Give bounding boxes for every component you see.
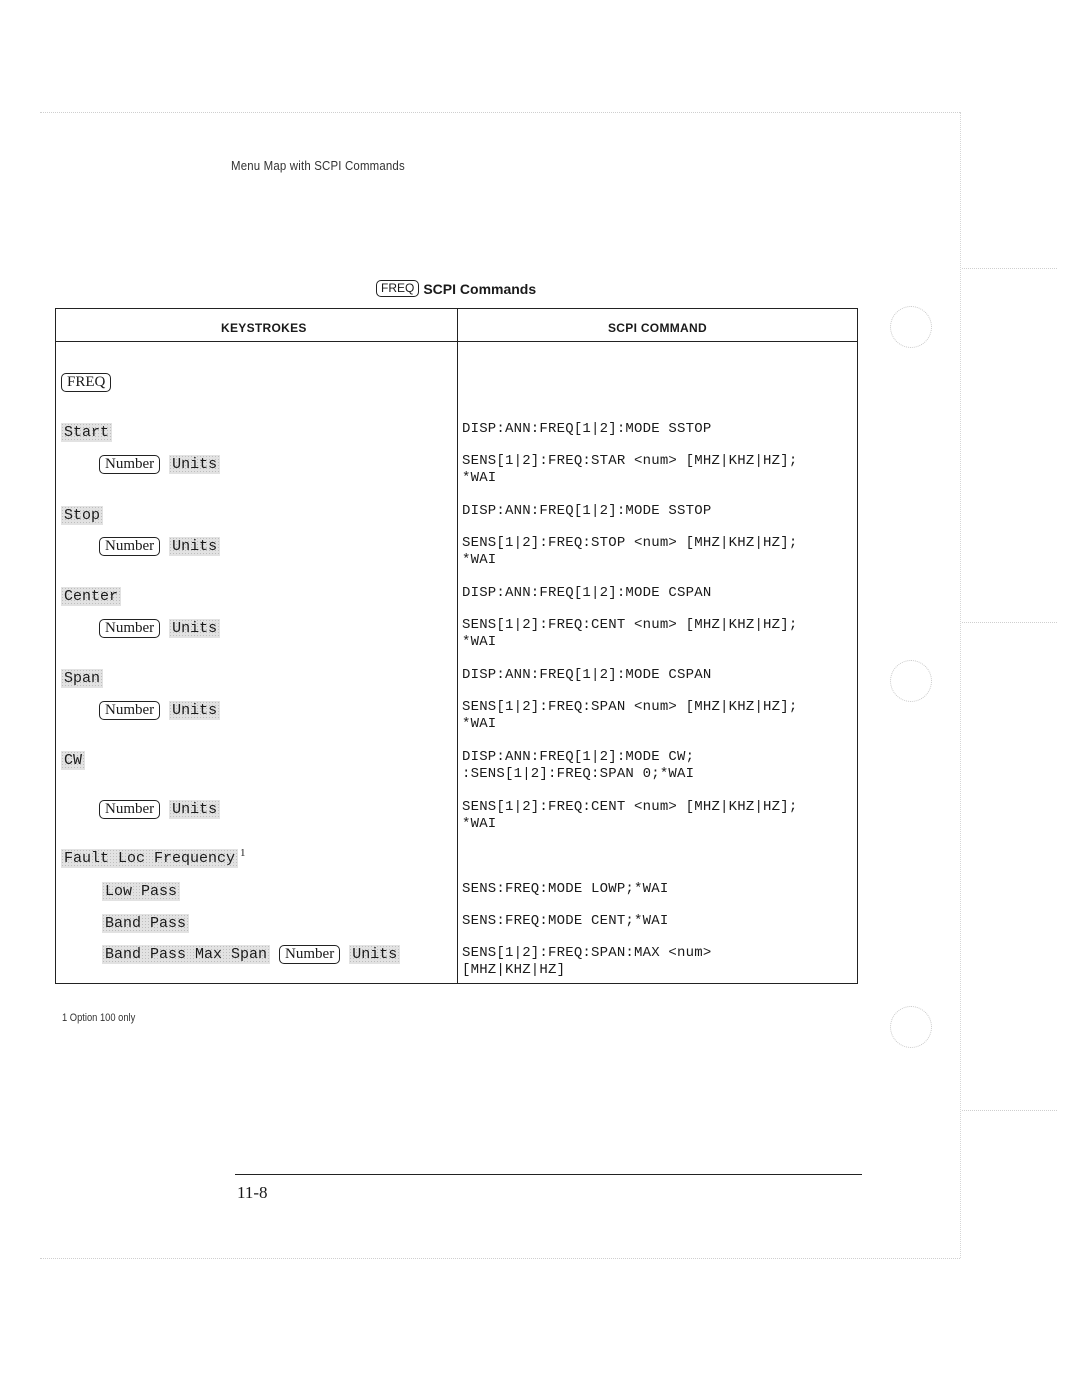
center-softkey: Center	[61, 587, 121, 606]
scan-edge-top	[40, 112, 960, 113]
number-hardkey: Number	[99, 537, 160, 556]
punch-hole	[890, 306, 932, 348]
cmd-stop-units: SENS[1|2]:FREQ:STOP <num> [MHZ|KHZ|HZ]; *WAI	[462, 535, 798, 568]
span-softkey: Span	[61, 669, 103, 688]
cmd-stop: DISP:ANN:FREQ[1|2]:MODE SSTOP	[462, 503, 712, 519]
units-softkey: Units	[169, 455, 220, 474]
cmd-span: DISP:ANN:FREQ[1|2]:MODE CSPAN	[462, 667, 712, 683]
key-row-center-units	[99, 619, 220, 638]
key-row-start	[61, 423, 112, 442]
punch-hole	[890, 660, 932, 702]
freq-hardkey: FREQ	[376, 280, 419, 297]
tab-mark-2	[962, 622, 1057, 623]
cmd-span-units: SENS[1|2]:FREQ:SPAN <num> [MHZ|KHZ|HZ]; *WAI	[462, 699, 798, 732]
punch-hole	[890, 1006, 932, 1048]
band-pass-softkey: Band Pass	[102, 914, 189, 933]
table-title	[376, 280, 536, 297]
key-row-stop	[61, 506, 103, 525]
cmd-start-units: SENS[1|2]:FREQ:STAR <num> [MHZ|KHZ|HZ]; *WAI	[462, 453, 798, 486]
running-head: Menu Map with SCPI Commands	[231, 158, 405, 173]
number-hardkey: Number	[99, 800, 160, 819]
key-row-center	[61, 587, 121, 606]
cw-softkey: CW	[61, 751, 85, 770]
number-hardkey: Number	[279, 945, 340, 964]
low-pass-softkey: Low Pass	[102, 882, 180, 901]
footnote-marker: 1	[240, 847, 246, 859]
cmd-center: DISP:ANN:FREQ[1|2]:MODE CSPAN	[462, 585, 712, 601]
tab-mark-3	[962, 1110, 1057, 1111]
keystrokes-header: KEYSTROKES	[221, 321, 307, 335]
header-rule	[56, 341, 857, 342]
key-row-stop-units	[99, 537, 220, 556]
scan-edge-right	[960, 112, 961, 1258]
tab-mark-1	[962, 268, 1057, 269]
cmd-low-pass: SENS:FREQ:MODE LOWP;*WAI	[462, 881, 669, 897]
page-number: 11-8	[237, 1183, 268, 1202]
number-hardkey: Number	[99, 455, 160, 474]
cmd-cw: DISP:ANN:FREQ[1|2]:MODE CW; :SENS[1|2]:FREQ:SPAN 0;*WAI	[462, 749, 695, 782]
units-softkey: Units	[169, 537, 220, 556]
key-row-low-pass	[102, 882, 180, 901]
number-hardkey: Number	[99, 701, 160, 720]
footer-rule	[235, 1174, 862, 1175]
units-softkey: Units	[169, 619, 220, 638]
key-row-span	[61, 669, 103, 688]
key-row-span-units	[99, 701, 220, 720]
band-pass-max-span-softkey: Band Pass Max Span	[102, 945, 270, 964]
column-divider	[457, 309, 458, 983]
units-softkey: Units	[169, 800, 220, 819]
fault-loc-frequency-softkey: Fault Loc Frequency	[61, 849, 238, 868]
key-row-cw	[61, 751, 85, 770]
key-row-cw-units	[99, 800, 220, 819]
cmd-center-units: SENS[1|2]:FREQ:CENT <num> [MHZ|KHZ|HZ]; *WAI	[462, 617, 798, 650]
cmd-band-pass-max-span: SENS[1|2]:FREQ:SPAN:MAX <num> [MHZ|KHZ|HZ]	[462, 945, 712, 978]
units-softkey: Units	[169, 701, 220, 720]
cmd-start: DISP:ANN:FREQ[1|2]:MODE SSTOP	[462, 421, 712, 437]
table-title-text: SCPI Commands	[423, 280, 537, 297]
number-hardkey: Number	[99, 619, 160, 638]
freq-hardkey: FREQ	[61, 373, 111, 392]
cmd-cw-units: SENS[1|2]:FREQ:CENT <num> [MHZ|KHZ|HZ]; *WAI	[462, 799, 798, 832]
key-row-freq	[61, 373, 111, 392]
scpi-command-table	[55, 308, 858, 984]
footnote: 1 Option 100 only	[62, 1012, 136, 1024]
scan-edge-bottom	[40, 1258, 960, 1259]
units-softkey: Units	[349, 945, 400, 964]
cmd-band-pass: SENS:FREQ:MODE CENT;*WAI	[462, 913, 669, 929]
start-softkey: Start	[61, 423, 112, 442]
key-row-fault-loc	[61, 847, 246, 868]
key-row-band-pass-max-span	[102, 945, 400, 964]
stop-softkey: Stop	[61, 506, 103, 525]
key-row-band-pass	[102, 914, 189, 933]
scpi-command-header: SCPI COMMAND	[608, 321, 707, 335]
key-row-start-units	[99, 455, 220, 474]
